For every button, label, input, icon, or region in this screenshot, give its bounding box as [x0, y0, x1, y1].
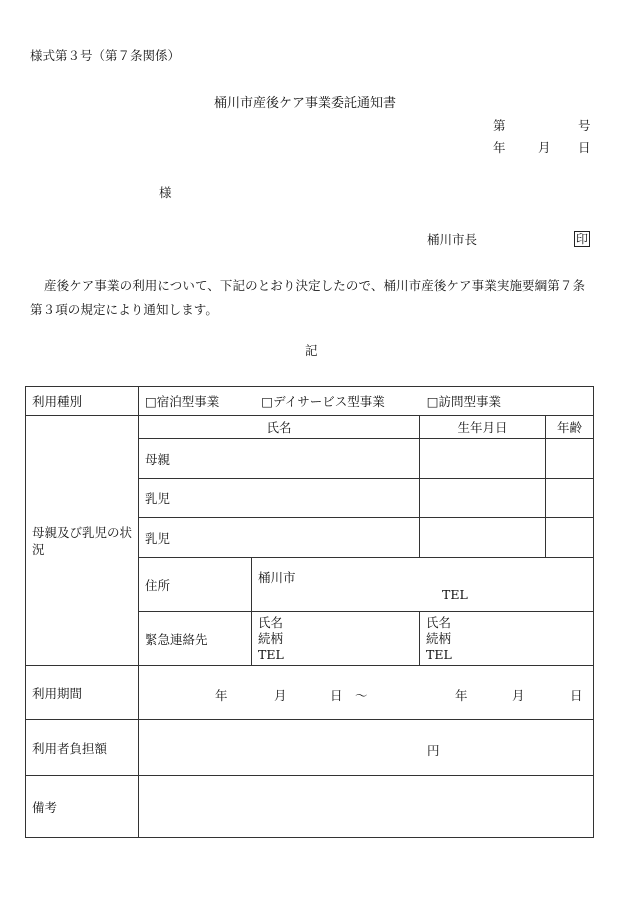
option-day-service-type[interactable]: □デイサービス型事業: [261, 394, 385, 409]
usage-type-row: [26, 387, 594, 416]
status-header-row: [26, 416, 594, 439]
seal-mark: 印: [576, 232, 589, 246]
col-header-age: 年齢: [546, 416, 594, 439]
notice-table: [25, 386, 594, 838]
period-row: [26, 666, 594, 720]
infant1-birthdate-cell[interactable]: [420, 479, 546, 518]
emergency-label: 緊急連絡先: [139, 612, 252, 666]
issuer-name: 桶川市長: [427, 232, 478, 247]
fee-cell[interactable]: [139, 720, 594, 776]
period-cell[interactable]: [139, 666, 594, 720]
infant2-birthdate-cell[interactable]: [420, 518, 546, 558]
date-day-label: 日: [578, 140, 591, 155]
contact1-relation-label: 続柄: [258, 630, 284, 646]
doc-number-suffix: 号: [578, 118, 591, 133]
period-end-month: 月: [512, 688, 525, 703]
ki-heading: 記: [305, 343, 318, 358]
address-value: 桶川市: [258, 570, 296, 585]
period-start-year: 年: [215, 688, 228, 703]
remarks-cell[interactable]: [139, 776, 594, 838]
address-label: 住所: [139, 558, 252, 612]
period-start-day: 日: [330, 688, 343, 703]
addressee-honorific: 様: [159, 185, 172, 200]
infant-label-2: 乳児: [139, 518, 420, 558]
period-start-month: 月: [274, 688, 287, 703]
doc-number-prefix: 第: [493, 118, 506, 133]
contact1-name-label: 氏名: [258, 614, 284, 630]
col-header-birthdate: 生年月日: [420, 416, 546, 439]
usage-options: [139, 387, 594, 416]
status-label: 母親及び乳児の状況: [26, 416, 139, 666]
col-header-name: 氏名: [139, 416, 420, 439]
mother-age-cell[interactable]: [546, 439, 594, 479]
contact1-tel-label: TEL: [258, 646, 284, 662]
fee-row: [26, 720, 594, 776]
infant-label-1: 乳児: [139, 479, 420, 518]
date-year-label: 年: [493, 140, 506, 155]
form-number: 様式第３号（第７条関係）: [30, 48, 181, 63]
usage-type-label: 利用種別: [26, 387, 139, 416]
period-label: 利用期間: [26, 666, 139, 720]
mother-label: 母親: [139, 439, 420, 479]
address-tel-label: TEL: [442, 587, 468, 602]
date-month-label: 月: [538, 140, 551, 155]
document-title: 桶川市産後ケア事業委託通知書: [214, 96, 397, 111]
emergency-contact-1[interactable]: [252, 612, 420, 666]
fee-unit: 円: [427, 743, 440, 758]
notice-body: 産後ケア事業の利用について、下記のとおり決定したので、桶川市産後ケア事業実施要綱第７条第３項の規定により通知します。: [30, 278, 586, 317]
infant1-age-cell[interactable]: [546, 479, 594, 518]
period-tilde: ～: [355, 688, 368, 703]
contact2-name-label: 氏名: [426, 614, 452, 630]
remarks-row: [26, 776, 594, 838]
contact2-relation-label: 続柄: [426, 630, 452, 646]
mother-birthdate-cell[interactable]: [420, 439, 546, 479]
period-end-year: 年: [455, 688, 468, 703]
fee-label: 利用者負担額: [26, 720, 139, 776]
emergency-contact-2[interactable]: [420, 612, 594, 666]
option-visit-type[interactable]: □訪問型事業: [426, 394, 502, 409]
remarks-label: 備考: [26, 776, 139, 838]
option-stay-type[interactable]: □宿泊型事業: [145, 394, 220, 409]
period-end-day: 日: [570, 688, 583, 703]
contact2-tel-label: TEL: [426, 646, 452, 662]
address-cell[interactable]: [252, 558, 594, 612]
infant2-age-cell[interactable]: [546, 518, 594, 558]
